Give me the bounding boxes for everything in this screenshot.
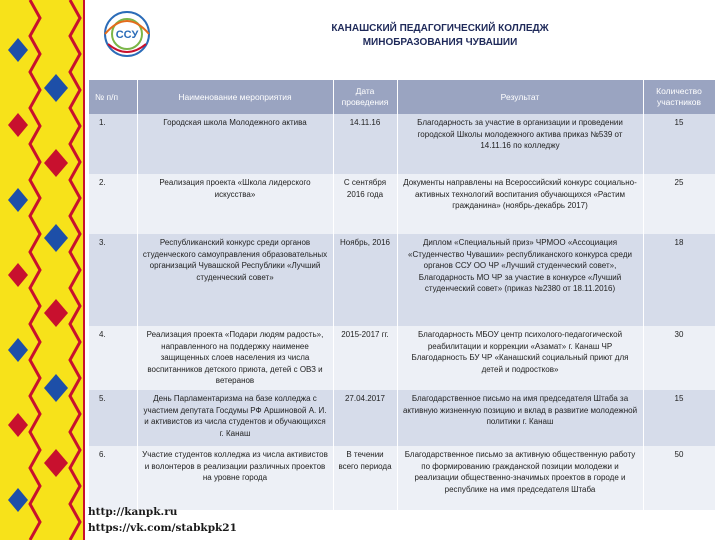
ministry-name: МИНОБРАЗОВАНИЯ ЧУВАШИИ bbox=[362, 37, 518, 48]
table-row bbox=[89, 234, 715, 326]
row-result: Диплом «Специальный приз» ЧРМОО «Ассоциация «Студенчество Чувашии» республиканского конкурса среди органов ССУ ОО ЧР «Лучший студенческий совет», Благодарность МО ЧР за участие в конкурсе «Лучший студенческий совет» (приказ №2380 от 18.11.2016) bbox=[397, 234, 643, 326]
row-number: 2. bbox=[89, 174, 137, 234]
row-event: Реализация проекта «Подари людям радость», направленного на поддержку наименее защищенных слоев населения из числа воспитанников детского приюта, детей с ОВЗ и ветеранов bbox=[137, 326, 333, 390]
row-date: В течении всего периода bbox=[333, 446, 397, 510]
student-council-logo bbox=[96, 6, 158, 62]
row-event: День Парламентаризма на базе колледжа с участием депутата Госдумы РФ Аршиновой А. И. и активистов из числа студентов и обучающихся г. Канаш bbox=[137, 390, 333, 446]
table-row bbox=[89, 446, 715, 510]
row-number: 5. bbox=[89, 390, 137, 446]
table-row bbox=[89, 114, 715, 174]
row-count: 18 bbox=[643, 234, 715, 326]
vk-link[interactable]: https://vk.com/stabkpk21 bbox=[88, 522, 237, 534]
row-result: Благодарность МБОУ центр психолого-педагогической реабилитации и коррекции «Азамат» г. Канаш ЧР Благодарность БУ ЧР «Канашский социальный приют для детей и подростков» bbox=[397, 326, 643, 390]
row-count: 50 bbox=[643, 446, 715, 510]
row-count: 25 bbox=[643, 174, 715, 234]
row-count: 15 bbox=[643, 390, 715, 446]
row-result: Благодарственное письмо на имя председателя Штаба за активную жизненную позицию и вклад в развитие молодежной политики г. Канаш bbox=[397, 390, 643, 446]
row-number: 4. bbox=[89, 326, 137, 390]
footer-links bbox=[88, 504, 237, 536]
row-event: Реализация проекта «Школа лидерского искусства» bbox=[137, 174, 333, 234]
decorative-ornament-border bbox=[0, 0, 85, 540]
row-event: Республиканский конкурс среди органов студенческого самоуправления образовательных организаций Чувашской Республики «Лучший студенческий совет» bbox=[137, 234, 333, 326]
header-date: Дата проведения bbox=[333, 80, 397, 114]
table-row bbox=[89, 326, 715, 390]
events-table bbox=[89, 80, 715, 510]
page-title bbox=[230, 22, 650, 50]
row-number: 6. bbox=[89, 446, 137, 510]
website-link[interactable]: http://kanpk.ru bbox=[88, 506, 178, 518]
table-row bbox=[89, 390, 715, 446]
header-event: Наименование мероприятия bbox=[137, 80, 333, 114]
row-date: Ноябрь, 2016 bbox=[333, 234, 397, 326]
college-name: КАНАШСКИЙ ПЕДАГОГИЧЕСКИЙ КОЛЛЕДЖ bbox=[331, 23, 549, 34]
row-result: Благодарственное письмо за активную общественную работу по формированию гражданской позиции молодежи и реализации общественно-значимых проектов в городе и республике на имя председателя Штаба bbox=[397, 446, 643, 510]
row-date: 2015-2017 гг. bbox=[333, 326, 397, 390]
header-number: № п/п bbox=[89, 80, 137, 114]
events-table-container bbox=[89, 80, 715, 540]
logo-text: ССУ bbox=[115, 29, 139, 41]
row-number: 1. bbox=[89, 114, 137, 174]
row-count: 15 bbox=[643, 114, 715, 174]
row-count: 30 bbox=[643, 326, 715, 390]
row-event: Городская школа Молодежного актива bbox=[137, 114, 333, 174]
row-number: 3. bbox=[89, 234, 137, 326]
row-result: Благодарность за участие в организации и проведении городской Школы молодежного актива приказ №539 от 14.11.16 по колледжу bbox=[397, 114, 643, 174]
header-count: Количество участников bbox=[643, 80, 715, 114]
row-result: Документы направлены на Всероссийский конкурс социально-активных технологий воспитания обучающихся «Растим гражданина» (ноябрь-декабрь 2017) bbox=[397, 174, 643, 234]
row-date: 27.04.2017 bbox=[333, 390, 397, 446]
row-date: С сентября 2016 года bbox=[333, 174, 397, 234]
header-result: Результат bbox=[397, 80, 643, 114]
row-date: 14.11.16 bbox=[333, 114, 397, 174]
table-header-row bbox=[89, 80, 715, 114]
table-row bbox=[89, 174, 715, 234]
row-event: Участие студентов колледжа из числа активистов и волонтеров в реализации различных проектов на уровне города bbox=[137, 446, 333, 510]
